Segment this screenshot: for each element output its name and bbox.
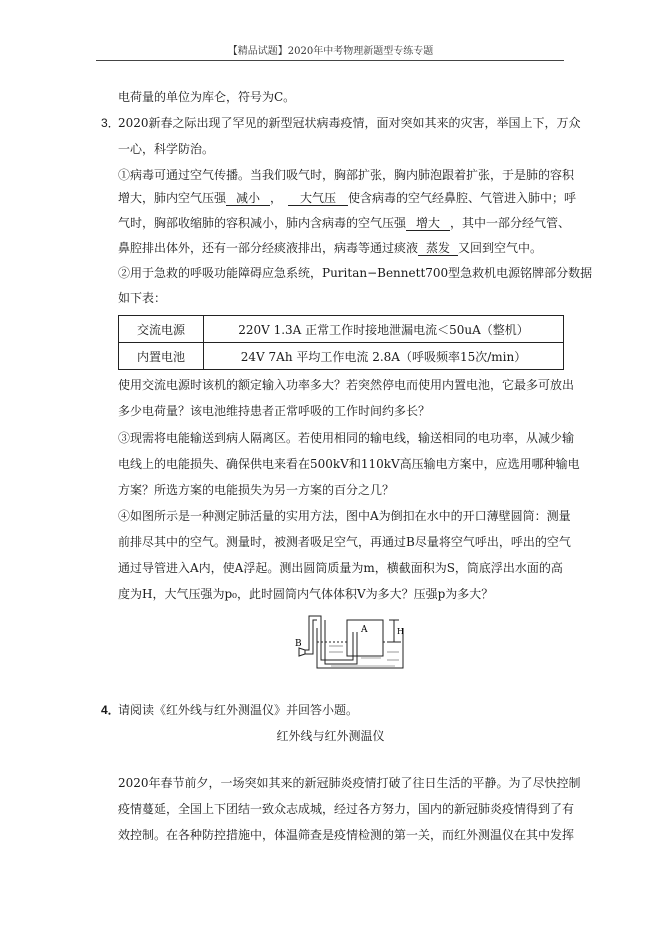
text-line: ②用于急救的呼吸功能障碍应急系统，Puritan−Bennett700型急救机电源铭牌部分数据 [118, 266, 593, 280]
question-number: 4． [101, 703, 120, 717]
page-header: 【精品试题】2020年中考物理新题型专练专题 [227, 46, 434, 57]
text-line: 方案？所选方案的电能损失为另一方案的百分之几？ [118, 483, 395, 497]
text-line: ③现需将电能输送到病人隔离区。若使用相同的输电线，输送相同的电功率，从减少输 [118, 431, 575, 445]
question-number: 3． [101, 116, 120, 130]
text-line: 2020年春节前夕，一场突如其来的新冠肺炎疫情打破了往日生活的平静。为了尽快控制 [118, 776, 581, 790]
text-line: 如下表： [118, 291, 167, 305]
power-spec-table [118, 315, 564, 370]
answer-blank: 大气压 [288, 192, 348, 206]
text-line: ④如图所示是一种测定肺活量的实用方法，图中A为倒扣在水中的开口薄壁圆筒：测量 [118, 509, 571, 523]
table-row [119, 343, 564, 370]
text-segment: 使含病毒的空气经鼻腔、气管进入肺中；呼 [348, 191, 577, 205]
figure-label-b: B [295, 639, 302, 649]
text-line: 前排尽其中的空气。测量时，被测者吸足空气，再通过B尽量将空气呼出，呼出的空气 [118, 535, 571, 549]
mouthpiece-b [299, 648, 305, 656]
figure-label-h: H [397, 627, 404, 636]
breathing-tube [305, 620, 317, 654]
text-segment: 增大，肺内空气压强 [118, 191, 227, 205]
breathing-tube [305, 616, 353, 660]
answer-blank: 增大 [406, 217, 450, 231]
text-line-with-blanks [118, 190, 577, 206]
text-segment: ， [270, 191, 283, 205]
table-cell-key: 交流电源 [119, 316, 204, 343]
article-title: 红外线与红外测温仪 [276, 729, 385, 743]
lung-capacity-figure [295, 612, 407, 670]
figure-label-a: A [361, 625, 368, 635]
text-line: 请阅读《红外线与红外测温仪》并回答小题。 [118, 703, 359, 717]
table-cell-value: 220V 1.3A 正常工作时接地泄漏电流＜50uA（整机） [204, 316, 564, 343]
text-line: 度为H，大气压强为p₀，此时圆筒内气体体积V为多大？压强p为多大？ [118, 587, 494, 601]
text-line: 效控制。在各种防控措施中，体温筛查是疫情检测的第一关，而红外测温仪在其中发挥 [118, 828, 575, 842]
text-segment: ，其中一部分经气管、 [450, 216, 571, 230]
text-segment: 气时，胸部收缩肺的容积减小，肺内含病毒的空气压强 [118, 216, 407, 230]
answer-blank: 减小 [226, 192, 270, 206]
text-line: 电荷量的单位为库仑，符号为C。 [118, 90, 296, 104]
answer-blank: 蒸发 [418, 242, 458, 256]
text-line: ①病毒可通过空气传播。当我们吸气时，胸部扩张，胸内肺泡跟着扩张，于是肺的容积 [118, 168, 575, 182]
table-cell-key: 内置电池 [119, 343, 204, 370]
water-tank [317, 628, 403, 668]
text-line: 2020新春之际出现了罕见的新型冠状病毒疫情，面对突如其来的灾害，举国上下，万众 [118, 116, 581, 130]
text-line: 疫情蔓延，全国上下团结一致众志成城，经过各方努力，国内的新冠肺炎疫情得到了有 [118, 802, 575, 816]
text-line: 多少电荷量？该电池维持患者正常呼吸的工作时间约多长？ [118, 404, 431, 418]
text-line-with-blanks [118, 240, 568, 256]
header-divider [96, 60, 564, 61]
text-segment: 又回到空气中。 [458, 241, 543, 255]
text-line-with-blanks [118, 215, 571, 231]
table-row [119, 316, 564, 343]
text-line: 一心，科学防治。 [118, 142, 215, 156]
text-line: 电线上的电能损失、确保供电来看在500kV和110kV高压输电方案中，应选用哪种输电 [118, 457, 580, 471]
table-cell-value: 24V 7Ah 平均工作电流 2.8A（呼吸频率15次/min） [204, 343, 564, 370]
text-line: 通过导管进入A内，使A浮起。测出圆筒质量为m，横截面积为S，筒底浮出水面的高 [118, 561, 563, 575]
text-line: 使用交流电源时该机的额定输入功率多大？若突然停电而使用内置电池，它最多可放出 [118, 378, 575, 392]
text-segment: 鼻腔排出体外，还有一部分经痰液排出，病毒等通过痰液 [118, 241, 419, 255]
